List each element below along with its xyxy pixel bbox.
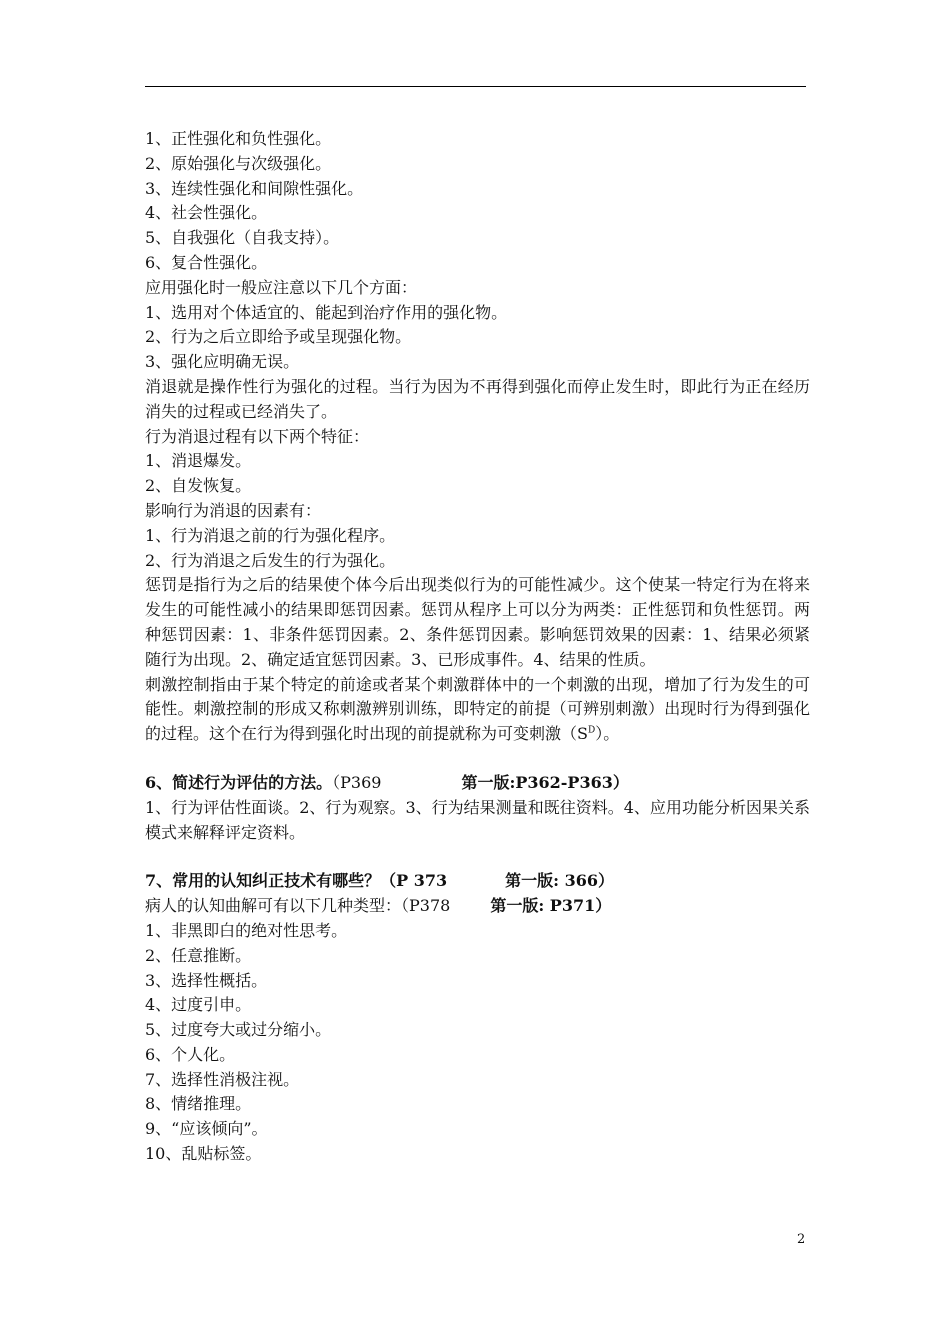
page-number: 2: [797, 1232, 806, 1247]
question-7-intro-edition: 第一版: P371）: [490, 896, 612, 916]
header-rule: [145, 86, 806, 87]
stimulus-superscript: D: [587, 725, 596, 736]
extinction-factors-heading: 影响行为消退的因素有：: [145, 500, 322, 520]
list-item: 3、强化应明确无误。: [145, 352, 300, 372]
stimulus-control-paragraph: [145, 673, 810, 747]
list-item: 9、“应该倾向”。: [145, 1119, 268, 1139]
list-item: 7、选择性消极注视。: [145, 1069, 300, 1089]
extinction-paragraph: 消退就是操作性行为强化的过程。当行为因为不再得到强化而停止发生时，即此行为正在经历消失的过程或已经消失了。: [145, 376, 810, 421]
stimulus-text: 刺激控制指由于某个特定的前途或者某个刺激群体中的一个刺激的出现，增加了行为发生的可能性。刺激控制的形成又称刺激辨别训练，即特定的前提（可辨别刺激）出现时行为得到强化的过程。这个在行为得到强化时出现的前提就称为可变刺激（S: [145, 674, 810, 744]
list-item: 4、过度引申。: [145, 995, 252, 1015]
stimulus-end: ）。: [595, 724, 620, 744]
question-6-title: 6、简述行为评估的方法。: [145, 772, 333, 792]
list-item: 2、原始强化与次级强化。: [145, 153, 332, 173]
list-item: 1、正性强化和负性强化。: [145, 129, 332, 148]
punishment-paragraph: 惩罚是指行为之后的结果使个体今后出现类似行为的可能性减少。这个使某一特定行为在将来发生的可能性减小的结果即惩罚因素。惩罚从程序上可以分为两类：正性惩罚和负性惩罚。两种惩罚因素：1、非条件惩罚因素。2、条件惩罚因素。影响惩罚效果的因素：1、结果必须紧随行为出现。2、确定适宜惩罚因素。3、已形成事件。4、结果的性质。: [145, 575, 810, 669]
list-item: 1、消退爆发。: [145, 451, 252, 471]
list-item: 3、连续性强化和间隙性强化。: [145, 178, 364, 198]
list-item: 2、行为消退之后发生的行为强化。: [145, 550, 396, 570]
list-item: 2、行为之后立即给予或呈现强化物。: [145, 327, 412, 347]
list-item: 3、选择性概括。: [145, 970, 268, 990]
document-body: [145, 127, 810, 1167]
list-item: 10、乱贴标签。: [145, 1144, 262, 1164]
list-item: 5、过度夸大或过分缩小。: [145, 1020, 332, 1040]
list-item: 1、非黑即白的绝对性思考。: [145, 920, 348, 940]
question-6-ref: （P369: [332, 772, 382, 792]
list-item: 5、自我强化（自我支持）。: [145, 228, 340, 248]
list-item: 2、任意推断。: [145, 945, 252, 965]
apply-heading: 应用强化时一般应注意以下几个方面：: [145, 277, 418, 297]
question-7-intro-text: 病人的认知曲解可有以下几种类型：（P378: [145, 896, 451, 916]
list-item: 8、情绪推理。: [145, 1094, 252, 1114]
question-6-answer: 1、行为评估性面谈。2、行为观察。3、行为结果测量和既往资料。4、应用功能分析因果关系模式来解释评定资料。: [145, 797, 810, 842]
question-7-intro: [145, 894, 810, 919]
question-6-edition: 第一版:P362-P363）: [461, 772, 629, 792]
list-item: 1、选用对个体适宜的、能起到治疗作用的强化物。: [145, 302, 508, 322]
question-7-edition: 第一版: 366）: [505, 871, 615, 891]
list-item: 6、个人化。: [145, 1044, 236, 1064]
question-6-heading: [145, 771, 810, 796]
question-7-heading: [145, 869, 810, 894]
extinction-features-heading: 行为消退过程有以下两个特征：: [145, 426, 370, 446]
list-item: 6、复合性强化。: [145, 252, 268, 272]
list-item: 2、自发恢复。: [145, 476, 252, 496]
question-7-title: 7、常用的认知纠正技术有哪些？（P 373: [145, 871, 448, 891]
list-item: 1、行为消退之前的行为强化程序。: [145, 525, 396, 545]
list-item: 4、社会性强化。: [145, 203, 268, 223]
